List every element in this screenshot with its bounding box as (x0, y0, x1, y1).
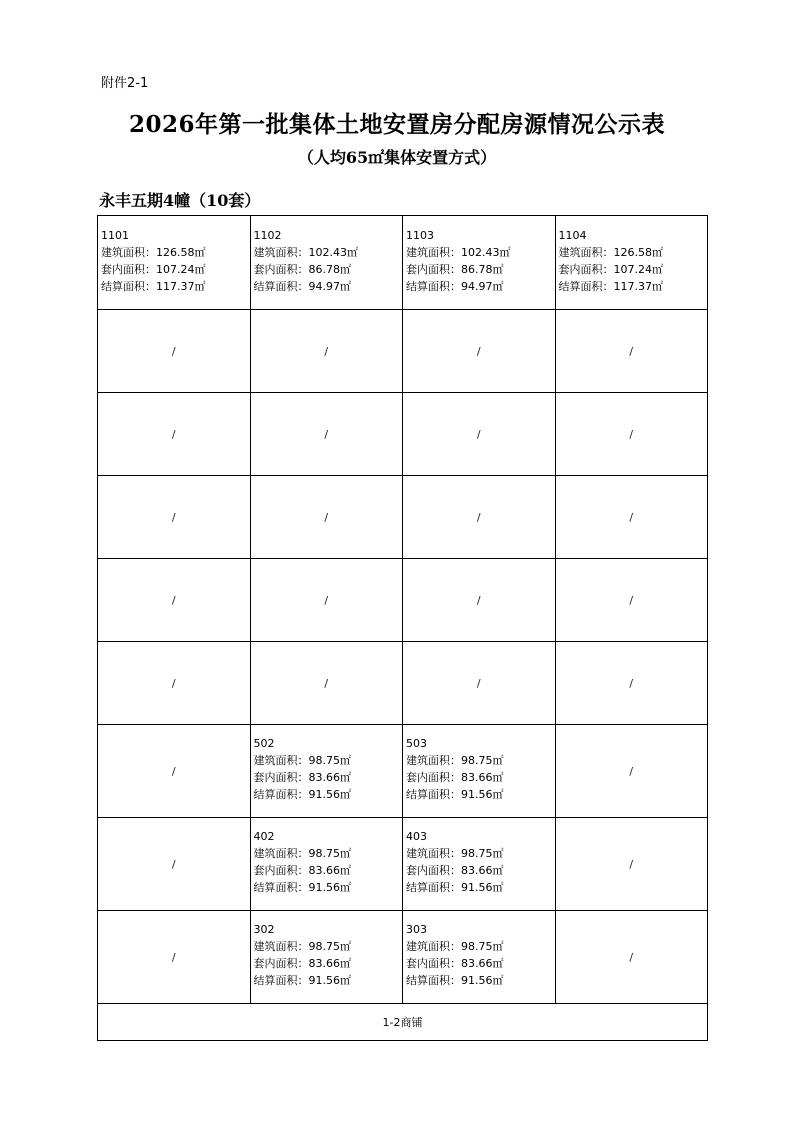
settle-area-label: 结算面积： (253, 280, 309, 293)
shop-label: 1-2商铺 (98, 1004, 708, 1041)
unit-cell-1103 (403, 216, 556, 310)
empty-cell: / (403, 642, 556, 725)
unit-number: 503 (406, 737, 427, 750)
settle-area-value: 91.56㎡ (461, 788, 504, 801)
settle-area-value: 91.56㎡ (308, 881, 351, 894)
settle-area-label: 结算面积： (101, 280, 156, 293)
table-row (98, 642, 708, 725)
inner-area-label: 套内面积： (406, 864, 461, 877)
inner-area-label: 套内面积： (406, 263, 461, 276)
empty-cell: / (250, 310, 403, 393)
settle-area-label: 结算面积： (253, 788, 309, 801)
inner-area-value: 107.24㎡ (613, 263, 663, 276)
empty-cell: / (250, 476, 403, 559)
empty-cell: / (250, 559, 403, 642)
empty-cell: / (98, 818, 251, 911)
inner-area-value: 86.78㎡ (461, 263, 504, 276)
table-row (98, 393, 708, 476)
empty-cell: / (555, 818, 708, 911)
build-area-value: 102.43㎡ (461, 246, 511, 259)
empty-cell: / (403, 559, 556, 642)
unit-number: 303 (406, 923, 427, 936)
settle-area-value: 94.97㎡ (308, 280, 351, 293)
empty-cell: / (250, 642, 403, 725)
build-area-label: 建筑面积： (253, 847, 309, 860)
empty-cell: / (403, 310, 556, 393)
build-area-value: 98.75㎡ (461, 940, 504, 953)
unit-number: 302 (253, 923, 275, 936)
inner-area-value: 83.66㎡ (308, 864, 351, 877)
empty-cell: / (555, 642, 708, 725)
unit-cell-302 (250, 911, 403, 1004)
table-row (98, 911, 708, 1004)
empty-cell: / (403, 476, 556, 559)
inner-area-value: 83.66㎡ (308, 957, 351, 970)
build-area-label: 建筑面积： (406, 847, 461, 860)
settle-area-value: 117.37㎡ (613, 280, 663, 293)
empty-cell: / (98, 725, 251, 818)
inner-area-label: 套内面积： (406, 771, 461, 784)
inner-area-value: 107.24㎡ (156, 263, 206, 276)
build-area-value: 98.75㎡ (308, 940, 351, 953)
table-row (98, 725, 708, 818)
housing-grid (97, 215, 708, 1041)
unit-number: 1101 (101, 229, 129, 242)
build-area-label: 建筑面积： (253, 940, 309, 953)
settle-area-label: 结算面积： (406, 881, 461, 894)
page-subtitle: （人均65㎡集体安置方式） (297, 148, 497, 167)
unit-number: 403 (406, 830, 427, 843)
unit-cell-502 (250, 725, 403, 818)
empty-cell: / (98, 559, 251, 642)
build-area-label: 建筑面积： (101, 246, 156, 259)
build-area-label: 建筑面积： (558, 246, 614, 259)
settle-area-value: 117.37㎡ (156, 280, 206, 293)
empty-cell: / (98, 476, 251, 559)
settle-area-label: 结算面积： (253, 881, 309, 894)
empty-cell: / (98, 310, 251, 393)
settle-area-label: 结算面积： (406, 974, 461, 987)
settle-area-label: 结算面积： (253, 974, 309, 987)
build-area-value: 98.75㎡ (461, 847, 504, 860)
inner-area-label: 套内面积： (253, 864, 309, 877)
build-area-value: 98.75㎡ (461, 754, 504, 767)
settle-area-value: 91.56㎡ (461, 881, 504, 894)
inner-area-value: 83.66㎡ (461, 957, 504, 970)
inner-area-label: 套内面积： (253, 263, 309, 276)
unit-cell-402 (250, 818, 403, 911)
unit-number: 1103 (406, 229, 434, 242)
inner-area-label: 套内面积： (406, 957, 461, 970)
table-row (98, 559, 708, 642)
empty-cell: / (555, 725, 708, 818)
empty-cell: / (555, 911, 708, 1004)
unit-cell-1104 (555, 216, 708, 310)
table-row (98, 476, 708, 559)
build-area-label: 建筑面积： (253, 754, 309, 767)
build-area-label: 建筑面积： (253, 246, 309, 259)
empty-cell: / (555, 476, 708, 559)
settle-area-label: 结算面积： (406, 280, 461, 293)
unit-cell-303 (403, 911, 556, 1004)
page-title: 2026年第一批集体土地安置房分配房源情况公示表 (128, 111, 665, 138)
settle-area-value: 91.56㎡ (308, 974, 351, 987)
unit-number: 402 (253, 830, 275, 843)
building-label: 永丰五期4幢（10套） (99, 191, 261, 210)
unit-number: 1104 (558, 229, 587, 242)
table-row (98, 216, 708, 310)
inner-area-label: 套内面积： (558, 263, 614, 276)
build-area-label: 建筑面积： (406, 754, 461, 767)
build-area-value: 102.43㎡ (308, 246, 358, 259)
empty-cell: / (98, 911, 251, 1004)
unit-cell-403 (403, 818, 556, 911)
unit-cell-503 (403, 725, 556, 818)
inner-area-value: 86.78㎡ (308, 263, 351, 276)
settle-area-value: 91.56㎡ (308, 788, 351, 801)
build-area-label: 建筑面积： (406, 246, 461, 259)
settle-area-label: 结算面积： (406, 788, 461, 801)
build-area-value: 98.75㎡ (308, 847, 351, 860)
build-area-value: 126.58㎡ (613, 246, 663, 259)
empty-cell: / (250, 393, 403, 476)
settle-area-value: 91.56㎡ (461, 974, 504, 987)
table-row (98, 818, 708, 911)
inner-area-label: 套内面积： (253, 771, 309, 784)
inner-area-label: 套内面积： (101, 263, 156, 276)
unit-number: 1102 (253, 229, 282, 242)
unit-cell-1102 (250, 216, 403, 310)
inner-area-value: 83.66㎡ (308, 771, 351, 784)
settle-area-value: 94.97㎡ (461, 280, 504, 293)
empty-cell: / (555, 393, 708, 476)
inner-area-label: 套内面积： (253, 957, 309, 970)
table-row (98, 310, 708, 393)
empty-cell: / (98, 393, 251, 476)
unit-cell-1101 (98, 216, 251, 310)
unit-number: 502 (253, 737, 275, 750)
inner-area-value: 83.66㎡ (461, 771, 504, 784)
build-area-value: 98.75㎡ (308, 754, 351, 767)
inner-area-value: 83.66㎡ (461, 864, 504, 877)
attachment-label: 附件2-1 (101, 76, 149, 91)
empty-cell: / (555, 559, 708, 642)
build-area-label: 建筑面积： (406, 940, 461, 953)
empty-cell: / (403, 393, 556, 476)
empty-cell: / (555, 310, 708, 393)
table-row (98, 1004, 708, 1041)
build-area-value: 126.58㎡ (156, 246, 206, 259)
empty-cell: / (98, 642, 251, 725)
settle-area-label: 结算面积： (558, 280, 614, 293)
